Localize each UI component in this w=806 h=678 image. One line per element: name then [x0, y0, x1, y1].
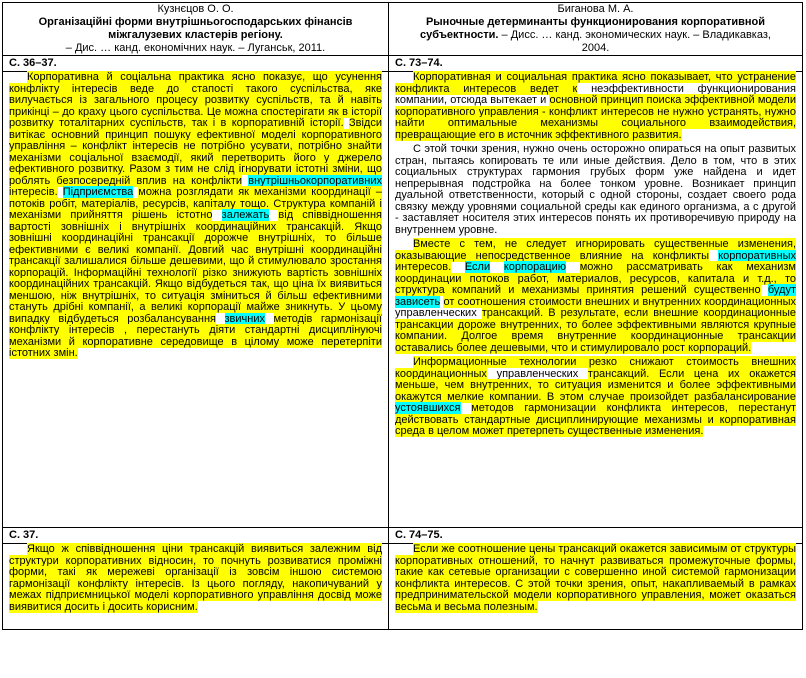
cyan-highlight: Если	[464, 261, 491, 273]
cyan-highlight: будут зависеть	[395, 284, 796, 308]
left-author: Кузнєцов О. О.	[157, 3, 234, 15]
left-text-1	[3, 72, 389, 528]
right-author: Биганова М. А.	[557, 3, 634, 15]
left-paragraph-2	[9, 544, 382, 613]
highlight: от соотношения стоимости внешних и внутренних координационных	[443, 295, 796, 308]
left-pages-2: С. 37.	[3, 528, 389, 544]
highlight: від співвідношення вартості зовнішніх і внутрішніх координаційних трансакцій. Якщо зовнішні координаційні трансакції дорожче внутрішніх, то більше ефективними є великі компанії. Довгий час внутрішні координаційні трансакції залишалися більше дешевими, що й стимулювало зростання корпорацій. Інформаційні технології різко знижують вартість зовнішніх координаційних трансакцій. Якщо відбудеться так, що ціна їх виявиться меншою, ніж внутрішніх, то ситуація зміниться й більш ефективними стануть дрібні компанії, а великі корпорації майже зникнуть. У цьому випадку відбудеться розбалансування	[9, 209, 383, 325]
plain-text: управленческих	[496, 367, 579, 380]
right-text-1	[389, 72, 803, 528]
highlight: трансакций. Если цена их окажется меньше, чем внутренних, то ситуация изменится и более эффективными окажутся мелкие компании. В этом случае произойдет разбалансирование	[395, 367, 797, 403]
left-pages-1: С. 36–37.	[3, 56, 389, 72]
right-title-text: Рыночные детерминанты функционирования корпоративной субъектности.	[420, 16, 766, 41]
highlight: Звідси витікає основний принцип пошуку ефективної моделі корпоративного управління – конфлікт інтересів не потрібно усувати, потрібно знайти механізми соціальної взаємодії, який перетворить його у джерело ефективного розвитку. Разом з тим не слід ігнорувати істотні зміни, що роблять безпосередній вплив на конфлікти	[9, 117, 382, 187]
right-paragraph-3	[395, 239, 796, 354]
right-pages-1: С. 73–74.	[389, 56, 803, 72]
highlight: Корпоративна й соціальна практика ясно показує, що усунення конфлікту інтересів веде до стапості такого суспільства, яке вилучається із загального процесу розвитку суспільств, та й навіть прикінці – до краху цього суспільства. Це можна спостерігати як в історії розвитку тоталітарних суспільств, так і в корпоративній історії.	[9, 71, 382, 129]
plain-text: управленческих	[395, 307, 477, 319]
plain-text: неэффективности функционирования компании, отсюда вытекает и	[395, 82, 797, 106]
left-paragraph	[9, 72, 382, 360]
cyan-highlight: внутрішньокорпоративних	[248, 174, 382, 187]
cyan-highlight: корпоративных	[718, 249, 796, 262]
cyan-highlight: корпорацию	[503, 261, 567, 273]
left-title: Організаційні форми внутрішньогосподарських фінансів міжгалузевих кластерів регіону.	[38, 16, 353, 41]
right-paragraph-4	[395, 357, 796, 438]
cyan-highlight: устоявшихся	[395, 402, 461, 414]
cyan-highlight: залежать	[221, 209, 270, 221]
right-title	[420, 16, 771, 41]
right-pages-2: С. 74–75.	[389, 528, 803, 544]
left-reference: – Дис. … канд. економічних наук. – Луганськ, 2011.	[65, 42, 326, 54]
left-header	[3, 3, 389, 56]
right-paragraph-2: С этой точки зрения, нужно очень осторожно опираться на опыт развитых стран, пытаясь копировать те или иные действия. Дело в том, что в этих социальных структурах гармония грубых форм уже найдена и идет непрерывная подстройка на более тонком уровне. Возникает принцип дуальной ответственности, который с одной стороны, создает своего рода связку между уровнями социальной среды как единого организма, а с другой - заставляет носителя этих интересов понять их противоречивую природу на внутреннем уровне.	[395, 143, 796, 236]
highlight: можно рассматривать как механизм координации потоков работ, материалов, ресурсов, капитала и т.д., то структура компаний и механизмы принятия решений существенно	[395, 261, 796, 296]
comparison-table	[2, 2, 803, 630]
highlight: Якщо ж співвідношення ціни трансакцій виявиться залежним від структури корпоративних відносин, то почнуть розвиватися проміжні форми, такі як мережеві організації із зовсім іншою системою гармонізації конфлікту інтересів. Із цього погляду, накопичуваний у межах підприємницької моделі корпоративного управління досвід може виявитися досить і досить корисним.	[9, 543, 382, 613]
highlight: Если же соотношение цены трансакций окажется зависимым от структуры корпоративных отношений, то начнут развиваться промежуточные формы, такие как сетевые организации с совершенно иной системой гармонизации конфликта интересов. С этой точки зрения, опыт, накапливаемый в рамках предпринимательской модели корпоративного управления, может оказаться весьма и весьма полезным.	[395, 543, 797, 613]
cyan-highlight: звичних	[224, 312, 265, 325]
highlight: Информационные технологии резко снижают стоимость внешних координационных	[395, 356, 796, 380]
highlight: Вместе с тем, не следует игнорировать существенные изменения, оказывающие непосредственное влияние на конфликты	[395, 238, 796, 262]
right-paragraph-5	[395, 544, 796, 613]
highlight: можна розглядати як механізми координації – потоків робіт, матеріалів, ресурсів, капіталу тощо. Структура компаній і механізми прийняття рішень істотно	[9, 186, 383, 221]
right-paragraph-1	[395, 72, 796, 141]
cyan-highlight: Підприємства	[62, 186, 134, 198]
highlight: методов гармонизации конфликта интересов, перестанут действовать стандартные дисциплинирующие механизмы и корпоративная среда в целом может претерпеть существенные изменения.	[395, 402, 796, 437]
highlight: трансакций. В результате, если внешние координационные трансакции дороже внутренних, то более эффективными являются крупные компании. Долгое время внутренние координационные трансакции оставались более дешевыми, что и стимулировало рост корпораций.	[395, 307, 796, 354]
right-header	[389, 3, 803, 56]
highlight: інтересів.	[9, 186, 58, 198]
highlight: основной принцип поиска эффективной модели корпоративного управления - конфликт интересов не нужно устранять, нужно найти оптимальные механизмы социального взаимодействия, превращающие его в источник эффективного развития.	[395, 94, 796, 141]
right-reference: – Дисс. … канд. экономических наук. – Владикавказ,	[501, 29, 771, 41]
highlight: Корпоративная и социальная практика ясно показывает, что устранение конфликта интересов ведет к	[395, 71, 796, 95]
right-reference-year: 2004.	[581, 42, 610, 54]
right-text-2	[389, 544, 803, 630]
highlight: методів гармонізації конфлікту інтересів , перестануть діяти стандартні дисциплінуючі механізми й корпоративне середовище в цілому може перетерпіти істотних змін.	[9, 312, 382, 359]
left-text-2	[3, 544, 389, 630]
highlight: интересов.	[395, 261, 452, 273]
